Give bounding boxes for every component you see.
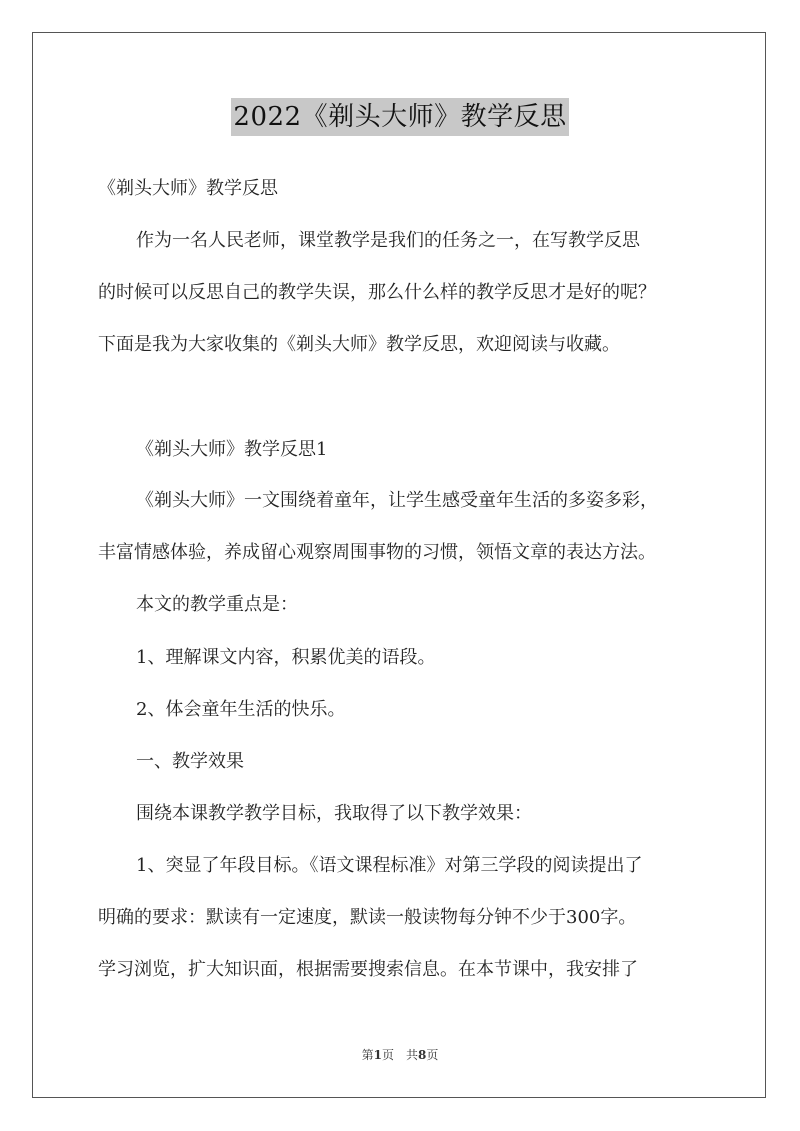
body-paragraph-line: 明确的要求：默读有一定速度，默读一般读物每分钟不少于300字。: [98, 907, 637, 928]
page-current: 1: [373, 1048, 382, 1062]
list-item: 2、体会童年生活的快乐。: [136, 699, 346, 720]
document-title: 2022《剃头大师》教学反思: [231, 98, 568, 136]
page-total: 8: [418, 1048, 427, 1062]
body-paragraph-line: 本文的教学重点是：: [136, 594, 298, 615]
title-wrap: [0, 98, 800, 136]
body-paragraph-line: 《剃头大师》一文围绕着童年，让学生感受童年生活的多姿多彩，: [136, 490, 658, 511]
page-mid: 页 共: [381, 1048, 418, 1062]
page-prefix: 第: [361, 1048, 374, 1062]
document-subtitle: 《剃头大师》教学反思: [98, 178, 278, 199]
page-suffix: 页: [426, 1048, 439, 1062]
list-item: 1、理解课文内容，积累优美的语段。: [136, 647, 436, 668]
intro-paragraph-line: 作为一名人民老师，课堂教学是我们的任务之一，在写教学反思: [136, 230, 640, 251]
section-subheading: 一、教学效果: [136, 751, 244, 772]
body-paragraph-line: 1、突显了年段目标。《语文课程标准》对第三学段的阅读提出了: [136, 855, 643, 876]
body-paragraph-line: 学习浏览，扩大知识面，根据需要搜索信息。在本节课中，我安排了: [98, 959, 638, 980]
section-heading: 《剃头大师》教学反思1: [136, 439, 328, 460]
page-footer: [0, 1046, 800, 1063]
intro-paragraph-line: 的时候可以反思自己的教学失误，那么什么样的教学反思才是好的呢？: [98, 282, 656, 303]
body-paragraph-line: 围绕本课教学教学目标，我取得了以下教学效果：: [136, 803, 532, 824]
intro-paragraph-line: 下面是我为大家收集的《剃头大师》教学反思，欢迎阅读与收藏。: [98, 334, 620, 355]
body-paragraph-line: 丰富情感体验，养成留心观察周围事物的习惯，领悟文章的表达方法。: [98, 542, 656, 563]
